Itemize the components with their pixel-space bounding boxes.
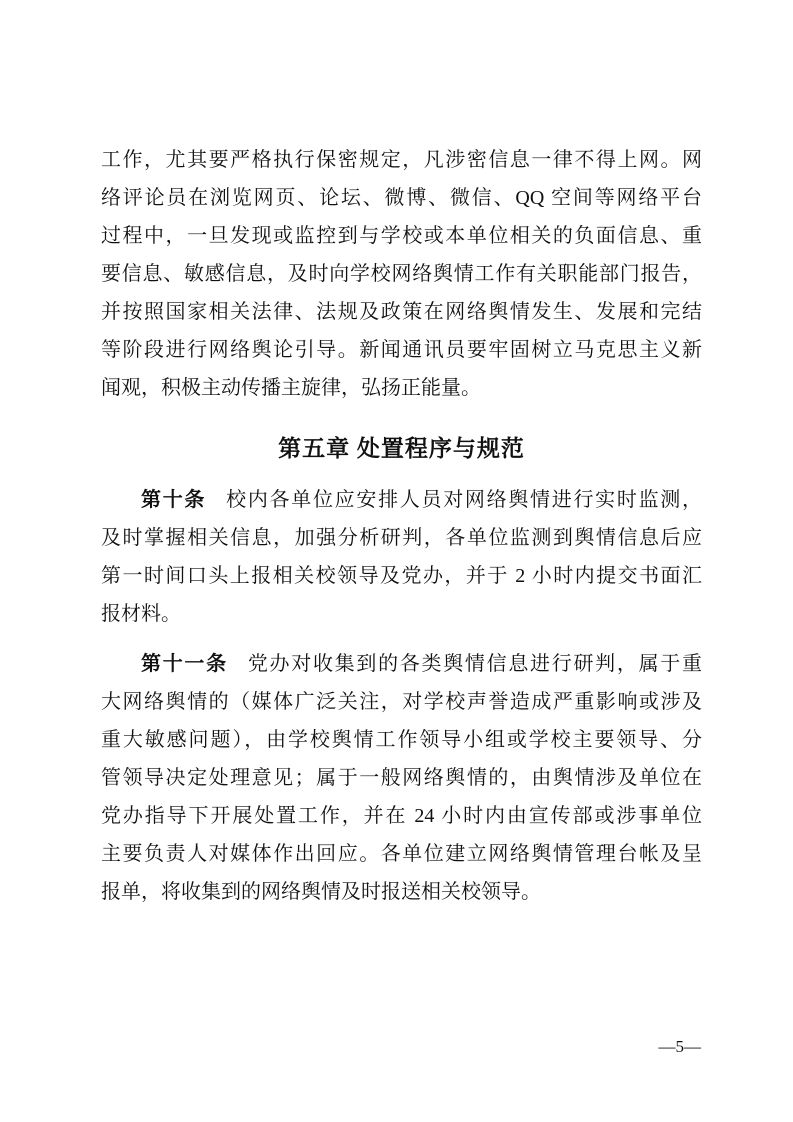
chapter-heading: 第五章 处置程序与规范: [278, 436, 525, 461]
article-10-label: 第十条: [141, 489, 207, 511]
text-line: 工作，尤其要严格执行保密规定，凡涉密信息一律不得上网。网: [101, 149, 702, 171]
text-line: 主要负责人对媒体作出回应。各单位建立网络舆情管理台帐及呈: [101, 843, 702, 865]
text-line: [101, 481, 702, 519]
text-line: 过程中，一旦发现或监控到与学校或本单位相关的负面信息、重: [101, 225, 702, 247]
text-line: 等阶段进行网络舆论引导。新闻通讯员要牢固树立马克思主义新: [101, 339, 702, 361]
article-10-first-line-text: 校内各单位应安排人员对网络舆情进行实时监测，: [226, 489, 702, 511]
paragraph-article-11: [101, 645, 702, 911]
text-line: 党办指导下开展处置工作，并在 24 小时内由宣传部或涉事单位: [101, 805, 702, 827]
text-line: 报单，将收集到的网络舆情及时报送相关校领导。: [101, 881, 541, 903]
text-line: 管领导决定处理意见；属于一般网络舆情的，由舆情涉及单位在: [101, 767, 702, 789]
text-line: 络评论员在浏览网页、论坛、微博、微信、QQ 空间等网络平台: [101, 187, 702, 209]
text-line: 及时掌握相关信息，加强分析研判，各单位监测到舆情信息后应: [101, 527, 702, 549]
text-line: 并按照国家相关法律、法规及政策在网络舆情发生、发展和完结: [101, 301, 702, 323]
article-11-label: 第十一条: [141, 653, 228, 675]
text-line: 报材料。: [101, 603, 181, 625]
text-line: 第一时间口头上报相关校领导及党办，并于 2 小时内提交书面汇: [101, 565, 702, 587]
text-line: 要信息、敏感信息，及时向学校网络舆情工作有关职能部门报告，: [101, 263, 702, 285]
paragraph-article-10: [101, 481, 702, 633]
text-line: 大网络舆情的（媒体广泛关注，对学校声誉造成严重影响或涉及: [101, 691, 702, 713]
text-line: 闻观，积极主动传播主旋律，弘扬正能量。: [101, 377, 481, 399]
paragraph-continuation: [101, 141, 702, 407]
page-number: —5—: [658, 1037, 701, 1056]
text-line: 重大敏感问题），由学校舆情工作领导小组或学校主要领导、分: [101, 729, 702, 751]
text-line: [101, 645, 702, 683]
article-11-first-line-text: 党办对收集到的各类舆情信息进行研判，属于重: [247, 653, 703, 675]
